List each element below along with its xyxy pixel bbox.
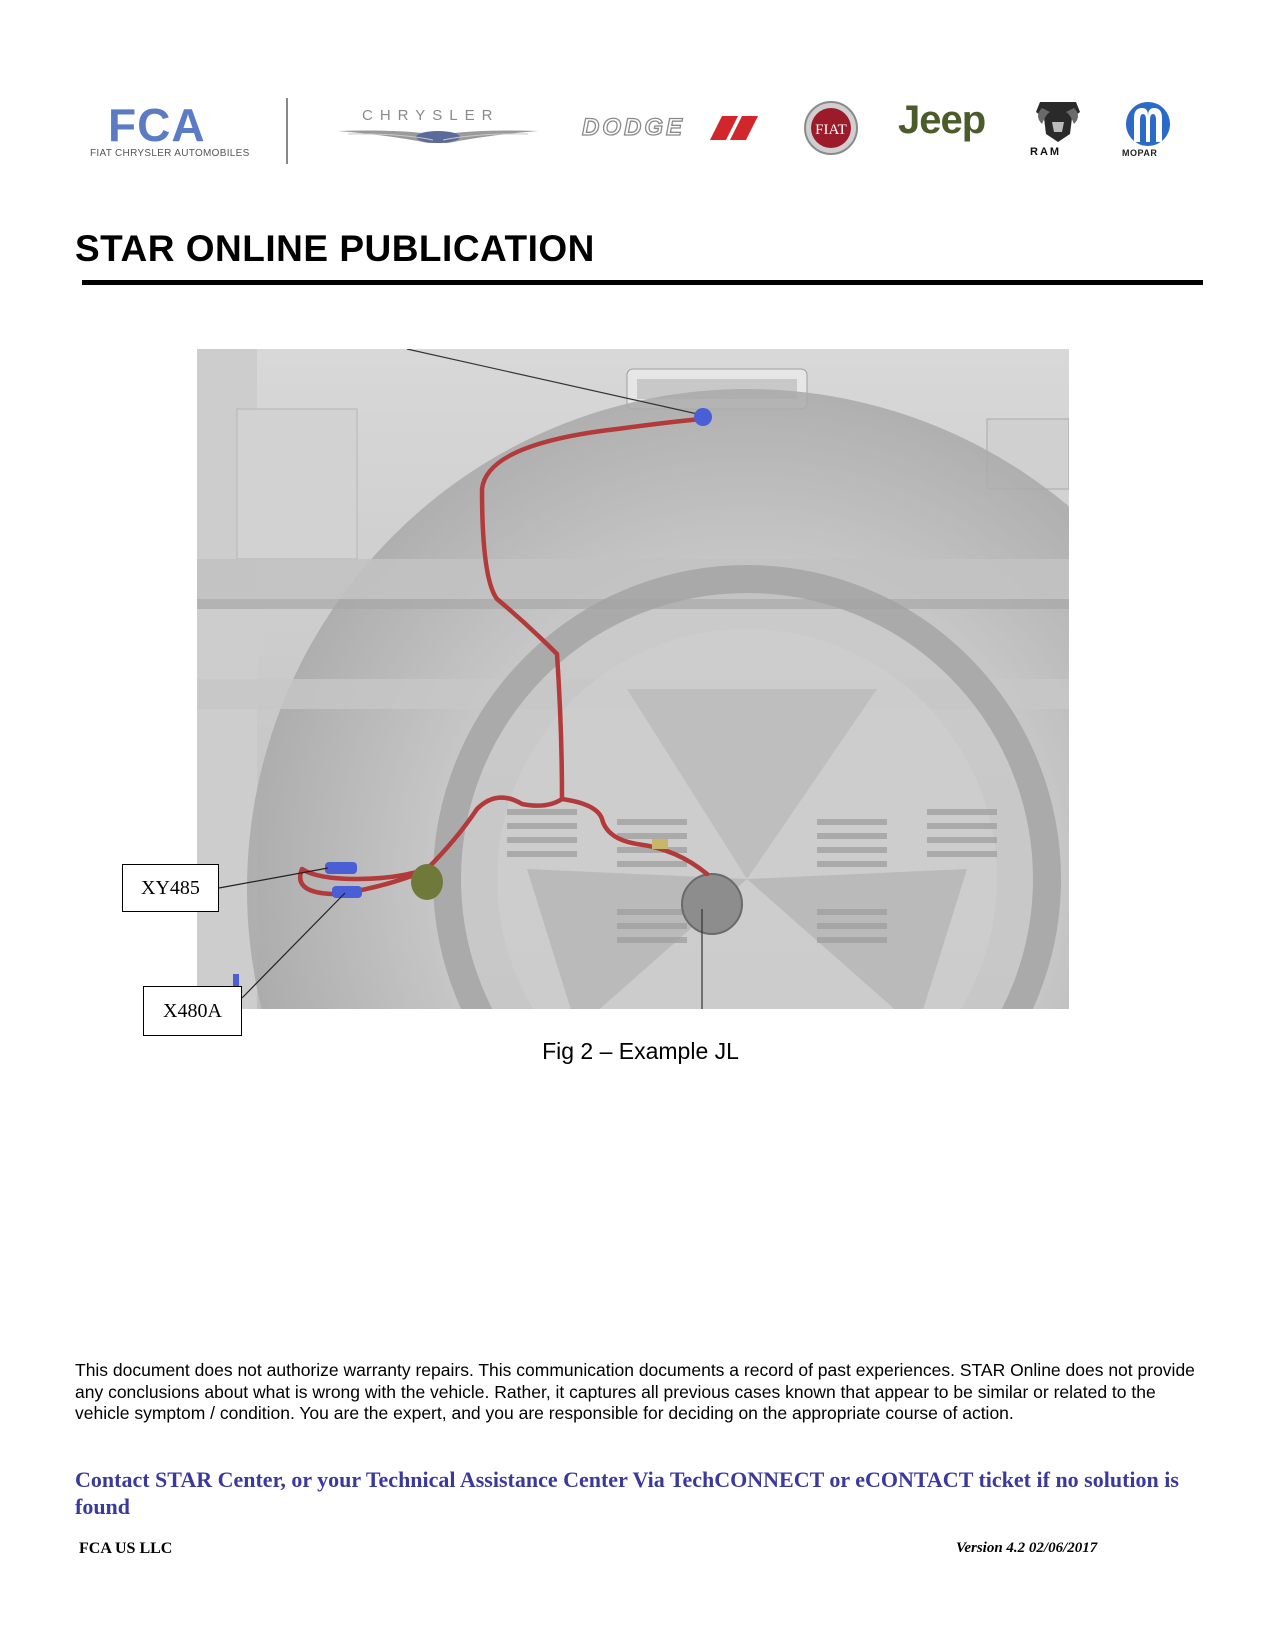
title-divider [82, 280, 1203, 285]
chrysler-logo [338, 105, 538, 155]
footer-version: Version 4.2 02/06/2017 [956, 1540, 1098, 1556]
fiat-badge-icon [803, 100, 859, 156]
dodge-logo [582, 110, 782, 150]
ram-head-icon [1028, 98, 1088, 146]
dodge-stripes-icon [708, 112, 778, 146]
logo-divider [286, 98, 288, 164]
brand-logo-row [0, 0, 1275, 180]
fiat-logo-word: FIAT [815, 122, 847, 138]
mopar-m-icon [1120, 100, 1176, 148]
footer-company: FCA US LLC [79, 1540, 173, 1557]
chrysler-logo-word: CHRYSLER [362, 107, 500, 124]
vehicle-harness-illustration [197, 349, 1069, 1009]
ram-logo-word: RAM [1030, 146, 1062, 158]
fca-logo-word: FCA [108, 99, 206, 151]
contact-notice: Contact STAR Center, or your Technical Assistance Center Via TechCONNECT or eCONTACT ticket if no solution is found [75, 1467, 1179, 1519]
figure-caption: Fig 2 – Example JL [542, 1038, 739, 1064]
callout-x480a: X480A [143, 986, 242, 1036]
ram-logo [1028, 98, 1088, 162]
disclaimer-text: This document does not authorize warranty repairs. This communication documents a record of past experiences. STAR Online does not provide any conclusions about what is wrong with the vehicle. Rather, it captures all previous cases known that appear to be similar or related to the vehicle symptom / condition. You are the expert, and you are responsible for deciding on the appropriate course of action. [75, 1360, 1195, 1423]
chrysler-wings-icon [338, 125, 538, 151]
fiat-logo [803, 100, 859, 156]
page-title: STAR ONLINE PUBLICATION [75, 228, 595, 269]
figure-image [197, 349, 1069, 1009]
mopar-logo-word: MOPAR [1122, 148, 1158, 158]
jeep-logo: Jeep [898, 98, 986, 142]
mopar-logo [1120, 100, 1182, 162]
fca-logo [90, 98, 250, 168]
callout-xy485: XY485 [122, 864, 219, 912]
fca-logo-subtitle: FIAT CHRYSLER AUTOMOBILES [90, 148, 250, 159]
dodge-logo-word: DODGE [582, 114, 686, 141]
